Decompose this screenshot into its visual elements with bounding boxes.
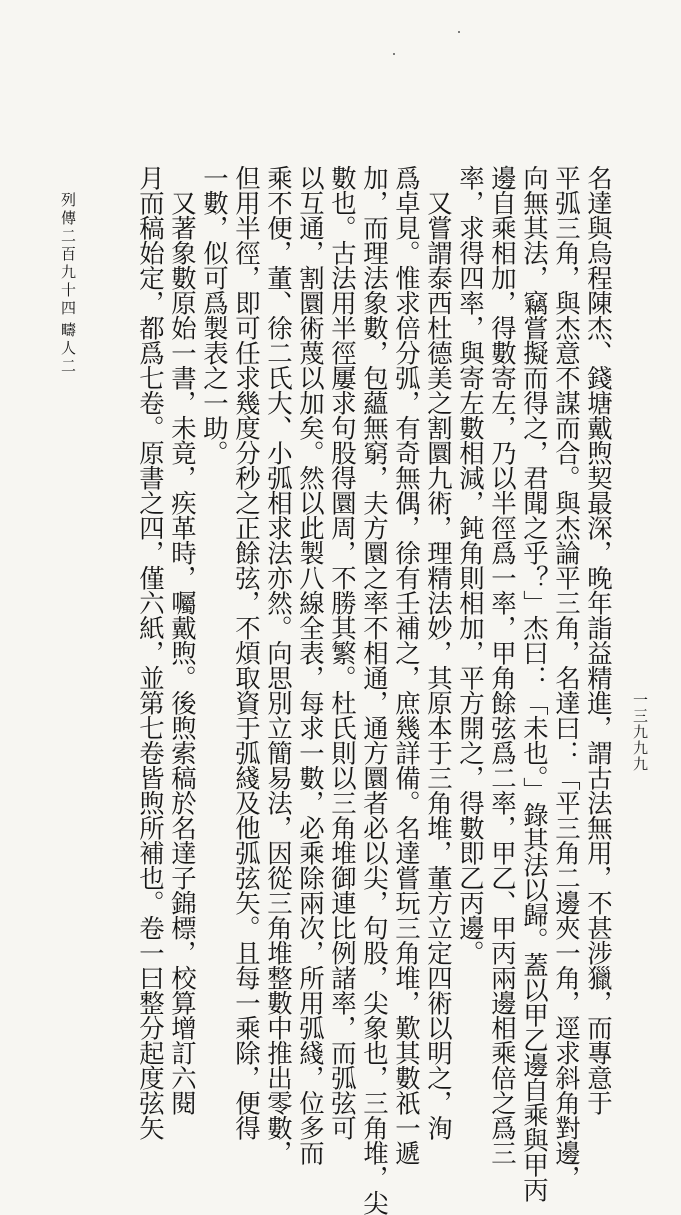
text-column-6: 又嘗謂泰西杜德美之割圜九術，理精法妙，其原本于三角堆，董方立定四術以明之，洵 <box>424 190 454 1140</box>
chapter-header: 列傳二百九十四 <box>59 192 77 318</box>
text-column-10: 以互通，割圜術蔑以加矣。然以此製八線全表，每求一數，必乘除兩次，所用弧綫，位多而 <box>296 165 326 1165</box>
scan-speck <box>393 53 395 55</box>
section-header: 疇人二 <box>59 322 77 376</box>
text-column-9: 數也。古法用半徑屢求句股得圜周，不勝其繁。杜氏則以三角堆御連比例諸率，而弧弦可 <box>328 165 358 1140</box>
text-column-4: 邊自乘相加，得數寄左，乃以半徑爲一率，甲角餘弦爲二率，甲乙、甲丙兩邊相乘倍之爲三 <box>488 165 518 1165</box>
text-column-5: 率，求得四率，與寄左數相減，鈍角則相加，平方開之，得數即乙丙邊。 <box>456 165 486 965</box>
page-number: 一三九九九 <box>631 692 649 772</box>
text-column-3: 向無其法，竊嘗擬而得之，君聞之乎？」杰曰：「未也。」錄其法以歸。蓋以甲乙邊自乘與甲丙 <box>520 165 550 1203</box>
text-column-2: 平弧三角，與杰意不謀而合。與杰論平三角，名達曰：「平三角二邊夾一角，逕求斜角對邊， <box>552 165 582 1190</box>
text-column-14: 又著象數原始一書，未竟，疾革時，囑戴煦。後煦索稿於名達子錦標，校算增訂六閱 <box>168 190 198 1115</box>
scan-speck <box>458 31 460 33</box>
text-column-11: 乘不便，董、徐二氏大、小弧相求法亦然。向思別立簡易法，因從三角堆整數中推出零數， <box>264 165 294 1165</box>
text-column-15: 月而稿始定，都爲七卷。原書之四，僅六紙，並第七卷皆煦所補也。卷一曰整分起度弦矢 <box>136 165 166 1140</box>
text-column-13: 一數，似可爲製表之一助。 <box>200 165 230 465</box>
text-column-12: 但用半徑，即可任求幾度分秒之正餘弦，不煩取資于弧綫及他弧弦矢。且每一乘除，便得 <box>232 165 262 1140</box>
text-column-8: 加，而理法象數，包蘊無窮，夫方圜之率不相通，通方圜者必以尖，句股，尖象也，三角堆，尖 <box>360 165 390 1215</box>
text-column-1: 名達與烏程陳杰、錢塘戴煦契最深，晚年詣益精進，謂古法無用，不甚涉獵，而專意于 <box>584 165 614 1115</box>
text-column-7: 爲卓見。惟求倍分弧，有奇無偶，徐有壬補之，庶幾詳備。名達嘗玩三角堆，歎其數祇一遞 <box>392 165 422 1165</box>
